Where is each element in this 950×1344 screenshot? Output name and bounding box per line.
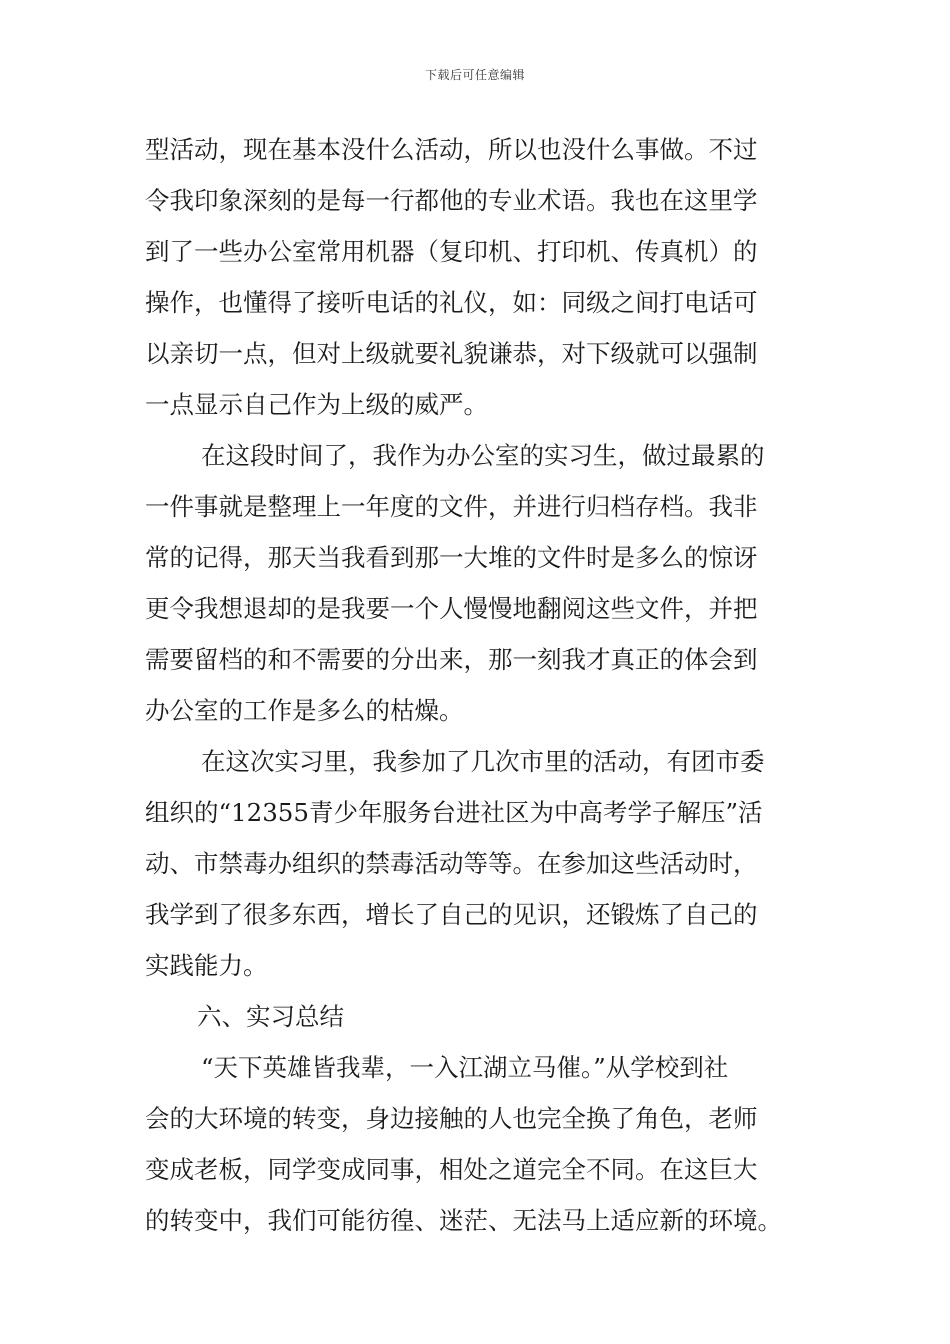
paragraph-first-line: “天下英雄皆我辈，一入江湖立马催。”从学校到社 — [201, 1053, 729, 1082]
text-line: 到了一些办公室常用机器（复印机、打印机、传真机）的 — [145, 237, 758, 266]
text-line: 办公室的工作是多么的枯燥。 — [145, 696, 464, 725]
text-line: 变成老板，同学变成同事，相处之道完全不同。在这巨大 — [145, 1155, 758, 1184]
page-header-note: 下载后可任意编辑 — [424, 68, 525, 82]
text-line: 实践能力。 — [145, 951, 268, 980]
text-line: 一件事就是整理上一年度的文件，并进行归档存档。我非 — [145, 492, 758, 521]
text-line: 组织的“12355青少年服务台进社区为中高考学子解压”活 — [145, 798, 763, 827]
text-line: 我学到了很多东西，增长了自己的见识，还锻炼了自己的 — [145, 900, 758, 929]
text-line: 更令我想退却的是我要一个人慢慢地翻阅这些文件，并把 — [145, 594, 758, 623]
text-line: 以亲切一点，但对上级就要礼貌谦恭，对下级就可以强制 — [145, 339, 758, 368]
text-line: 常的记得，那天当我看到那一大堆的文件时是多么的惊讶 — [145, 543, 758, 572]
text-line: 令我印象深刻的是每一行都他的专业术语。我也在这里学 — [145, 186, 758, 215]
document-body — [145, 124, 810, 1246]
text-line: 操作，也懂得了接听电话的礼仪，如：同级之间打电话可 — [145, 288, 758, 317]
text-line: 型活动，现在基本没什么活动，所以也没什么事做。不过 — [145, 135, 758, 164]
paragraph-first-line: 在这次实习里，我参加了几次市里的活动，有团市委 — [201, 747, 765, 776]
text-line: 动、市禁毒办组织的禁毒活动等等。在参加这些活动时， — [145, 849, 758, 878]
text-line: 一点显示自己作为上级的威严。 — [145, 390, 488, 419]
text-line: 的转变中，我们可能彷徨、迷茫、无法马上适应新的环境。 — [145, 1206, 782, 1235]
paragraph-first-line: 在这段时间了，我作为办公室的实习生，做过最累的 — [201, 441, 765, 470]
text-line: 需要留档的和不需要的分出来，那一刻我才真正的体会到 — [145, 645, 758, 674]
section-heading: 六、实习总结 — [197, 1002, 344, 1031]
text-line: 会的大环境的转变，身边接触的人也完全换了角色，老师 — [145, 1104, 758, 1133]
